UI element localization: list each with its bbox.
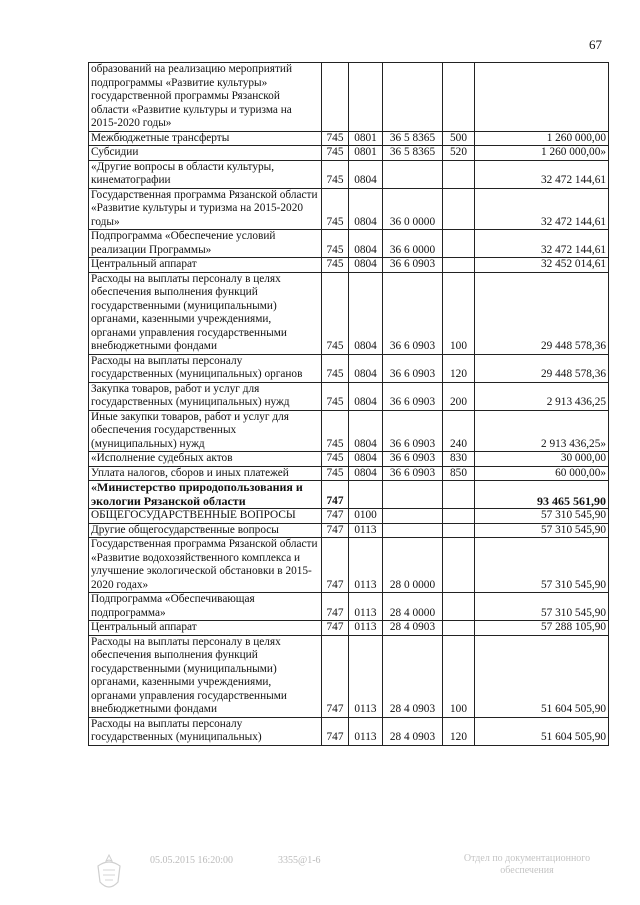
row-expense-type: 520 <box>443 146 475 161</box>
table-row <box>89 131 609 146</box>
row-name: Расходы на выплаты персоналу государственных (муниципальных) <box>89 717 322 745</box>
row-section-code: 0100 <box>349 509 383 524</box>
row-name: Межбюджетные трансферты <box>89 131 322 146</box>
row-section-code: 0113 <box>349 538 383 593</box>
row-section-code <box>349 63 383 132</box>
row-department-code: 745 <box>322 410 349 452</box>
row-section-code: 0113 <box>349 717 383 745</box>
table-row <box>89 523 609 538</box>
table-row <box>89 452 609 467</box>
row-department-code: 745 <box>322 452 349 467</box>
row-amount: 51 604 505,90 <box>475 717 609 745</box>
row-target-article: 28 4 0000 <box>383 593 443 621</box>
row-name: Расходы на выплаты персоналу государственных (муниципальных) органов <box>89 354 322 382</box>
row-name: Субсидии <box>89 146 322 161</box>
row-name: «Министерство природопользования и экологии Рязанской области <box>89 481 322 509</box>
table-row <box>89 354 609 382</box>
row-name: Расходы на выплаты персоналу в целях обеспечения выполнения функций государственными (муниципальными) органами, казенными учреждениями, органами управления государственными внебюджетными фондами <box>89 635 322 717</box>
row-amount: 60 000,00» <box>475 466 609 481</box>
row-department-code: 747 <box>322 593 349 621</box>
row-section-code: 0113 <box>349 635 383 717</box>
row-name: Государственная программа Рязанской области «Развитие культуры и туризма на 2015-2020 годы» <box>89 188 322 230</box>
row-section-code <box>349 481 383 509</box>
row-amount: 2 913 436,25» <box>475 410 609 452</box>
table-row <box>89 481 609 509</box>
row-target-article: 36 6 0903 <box>383 452 443 467</box>
row-expense-type: 830 <box>443 452 475 467</box>
table-row <box>89 272 609 354</box>
row-department-code: 745 <box>322 258 349 273</box>
row-department-code: 747 <box>322 481 349 509</box>
row-section-code: 0804 <box>349 272 383 354</box>
row-section-code: 0801 <box>349 146 383 161</box>
page-number: 67 <box>589 37 602 52</box>
row-department-code: 747 <box>322 509 349 524</box>
row-amount: 32 472 144,61 <box>475 230 609 258</box>
row-name: Подпрограмма «Обеспечивающая подпрограмма» <box>89 593 322 621</box>
table-row <box>89 717 609 745</box>
row-department-code: 745 <box>322 382 349 410</box>
row-section-code: 0804 <box>349 354 383 382</box>
row-amount: 51 604 505,90 <box>475 635 609 717</box>
budget-table <box>88 62 609 746</box>
row-expense-type <box>443 160 475 188</box>
row-department-code: 745 <box>322 146 349 161</box>
row-expense-type <box>443 523 475 538</box>
row-amount: 57 310 545,90 <box>475 593 609 621</box>
row-target-article <box>383 509 443 524</box>
row-expense-type: 100 <box>443 635 475 717</box>
row-name: «Исполнение судебных актов <box>89 452 322 467</box>
row-amount: 32 472 144,61 <box>475 160 609 188</box>
row-expense-type: 120 <box>443 717 475 745</box>
row-section-code: 0804 <box>349 160 383 188</box>
table-row <box>89 258 609 273</box>
table-row <box>89 188 609 230</box>
row-target-article: 36 6 0903 <box>383 354 443 382</box>
row-section-code: 0804 <box>349 230 383 258</box>
row-name: Подпрограмма «Обеспечение условий реализации Программы» <box>89 230 322 258</box>
row-section-code: 0804 <box>349 382 383 410</box>
emblem-watermark <box>92 852 126 896</box>
row-expense-type: 200 <box>443 382 475 410</box>
row-amount: 2 913 436,25 <box>475 382 609 410</box>
row-amount: 32 472 144,61 <box>475 188 609 230</box>
row-target-article: 28 0 0000 <box>383 538 443 593</box>
page-footer <box>0 850 640 900</box>
row-target-article: 36 6 0903 <box>383 466 443 481</box>
row-department-code: 747 <box>322 635 349 717</box>
row-amount: 29 448 578,36 <box>475 354 609 382</box>
row-amount: 57 288 105,90 <box>475 621 609 636</box>
table-row <box>89 230 609 258</box>
row-section-code: 0804 <box>349 410 383 452</box>
row-department-code: 747 <box>322 621 349 636</box>
table-row <box>89 593 609 621</box>
row-target-article: 36 6 0000 <box>383 230 443 258</box>
row-department-code: 747 <box>322 523 349 538</box>
row-target-article: 36 0 0000 <box>383 188 443 230</box>
row-target-article: 36 6 0903 <box>383 258 443 273</box>
row-amount: 57 310 545,90 <box>475 523 609 538</box>
row-name: «Другие вопросы в области культуры, кинематографии <box>89 160 322 188</box>
row-amount: 29 448 578,36 <box>475 272 609 354</box>
row-department-code: 745 <box>322 354 349 382</box>
row-target-article <box>383 63 443 132</box>
row-department-code <box>322 63 349 132</box>
row-name: Государственная программа Рязанской области «Развитие водохозяйственного комплекса и улучшение экологической обстановки в 2015-2020 годах» <box>89 538 322 593</box>
budget-table-body <box>89 63 609 746</box>
table-row <box>89 466 609 481</box>
row-expense-type <box>443 63 475 132</box>
row-expense-type <box>443 593 475 621</box>
row-section-code: 0113 <box>349 523 383 538</box>
footer-document-code: 3355@1-6 <box>278 855 321 866</box>
row-amount: 1 260 000,00 <box>475 131 609 146</box>
row-target-article: 28 4 0903 <box>383 621 443 636</box>
row-name: Уплата налогов, сборов и иных платежей <box>89 466 322 481</box>
row-amount: 93 465 561,90 <box>475 481 609 509</box>
row-name: ОБЩЕГОСУДАРСТВЕННЫЕ ВОПРОСЫ <box>89 509 322 524</box>
row-section-code: 0804 <box>349 188 383 230</box>
row-target-article <box>383 481 443 509</box>
row-target-article: 36 6 0903 <box>383 272 443 354</box>
row-section-code: 0804 <box>349 466 383 481</box>
row-expense-type <box>443 481 475 509</box>
row-expense-type: 100 <box>443 272 475 354</box>
row-expense-type: 500 <box>443 131 475 146</box>
table-row <box>89 538 609 593</box>
row-amount: 57 310 545,90 <box>475 509 609 524</box>
row-target-article: 36 5 8365 <box>383 146 443 161</box>
row-target-article: 28 4 0903 <box>383 717 443 745</box>
table-row <box>89 509 609 524</box>
table-row <box>89 635 609 717</box>
row-expense-type <box>443 258 475 273</box>
row-name: Закупка товаров, работ и услуг для государственных (муниципальных) нужд <box>89 382 322 410</box>
row-amount: 57 310 545,90 <box>475 538 609 593</box>
footer-date: 05.05.2015 16:20:00 <box>150 855 234 866</box>
row-department-code: 745 <box>322 160 349 188</box>
row-department-code: 745 <box>322 230 349 258</box>
table-row <box>89 160 609 188</box>
row-department-code: 745 <box>322 188 349 230</box>
table-row <box>89 63 609 132</box>
row-target-article <box>383 160 443 188</box>
row-expense-type <box>443 188 475 230</box>
row-name: Иные закупки товаров, работ и услуг для обеспечения государственных (муниципальных) нужд <box>89 410 322 452</box>
row-name: образований на реализацию мероприятий подпрограммы «Развитие культуры» государственной программы Рязанской области «Развитие культуры и туризма на 2015-2020 годы» <box>89 63 322 132</box>
row-expense-type <box>443 538 475 593</box>
row-expense-type: 240 <box>443 410 475 452</box>
row-name: Другие общегосударственные вопросы <box>89 523 322 538</box>
footer-department: Отдел по документационного обеспечения <box>463 853 591 876</box>
row-department-code: 745 <box>322 272 349 354</box>
row-target-article <box>383 523 443 538</box>
row-amount: 1 260 000,00» <box>475 146 609 161</box>
row-target-article: 28 4 0903 <box>383 635 443 717</box>
table-row <box>89 146 609 161</box>
table-row <box>89 410 609 452</box>
row-section-code: 0804 <box>349 258 383 273</box>
row-expense-type: 120 <box>443 354 475 382</box>
row-department-code: 745 <box>322 466 349 481</box>
row-department-code: 745 <box>322 131 349 146</box>
row-expense-type <box>443 230 475 258</box>
row-amount: 32 452 014,61 <box>475 258 609 273</box>
row-amount: 30 000,00 <box>475 452 609 467</box>
table-row <box>89 382 609 410</box>
table-row <box>89 621 609 636</box>
row-target-article: 36 6 0903 <box>383 382 443 410</box>
row-expense-type: 850 <box>443 466 475 481</box>
row-amount <box>475 63 609 132</box>
row-section-code: 0113 <box>349 593 383 621</box>
row-section-code: 0113 <box>349 621 383 636</box>
row-section-code: 0801 <box>349 131 383 146</box>
row-section-code: 0804 <box>349 452 383 467</box>
row-expense-type <box>443 621 475 636</box>
row-name: Расходы на выплаты персоналу в целях обеспечения выполнения функций государственными (муниципальными) органами, казенными учреждениями, органами управления государственными внебюджетными фондами <box>89 272 322 354</box>
row-target-article: 36 6 0903 <box>383 410 443 452</box>
row-target-article: 36 5 8365 <box>383 131 443 146</box>
row-department-code: 747 <box>322 538 349 593</box>
row-expense-type <box>443 509 475 524</box>
row-department-code: 747 <box>322 717 349 745</box>
row-name: Центральный аппарат <box>89 258 322 273</box>
row-name: Центральный аппарат <box>89 621 322 636</box>
